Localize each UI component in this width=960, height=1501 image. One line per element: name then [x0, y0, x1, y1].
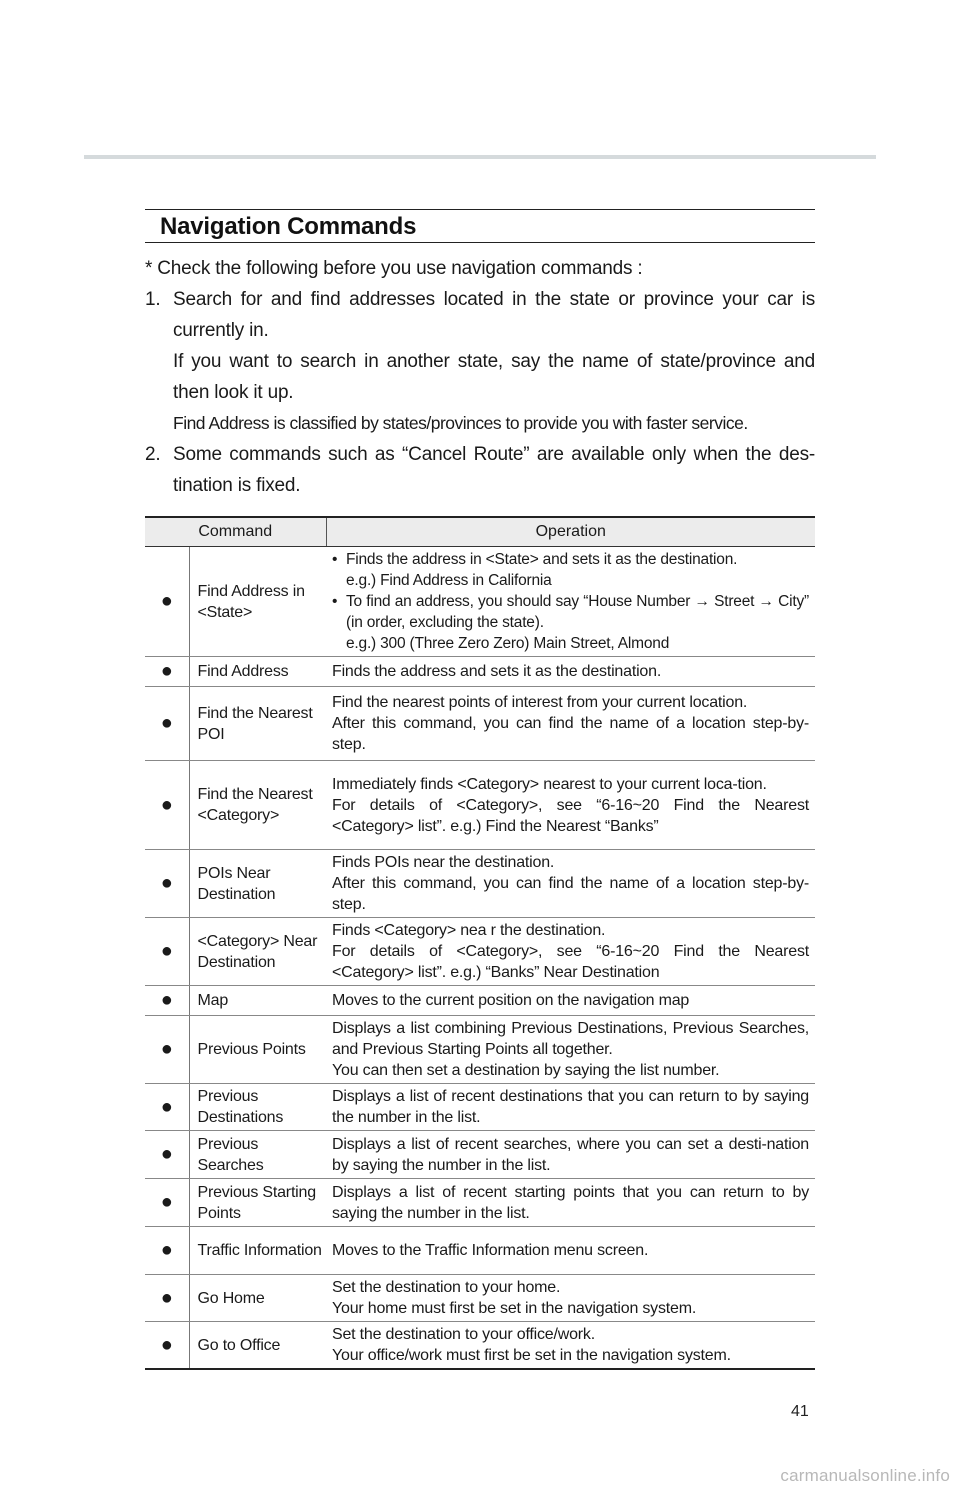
operation-line: Moves to the current position on the navigation map: [332, 992, 690, 1009]
command-operation: [326, 1084, 815, 1131]
section-title: Navigation Commands: [160, 213, 417, 240]
operation-column-header: Operation: [326, 517, 815, 547]
command-operation: [326, 918, 815, 986]
table-row: [145, 918, 815, 986]
command-name: Go Home: [189, 1275, 326, 1322]
table-row: [145, 657, 815, 687]
bullet-dot-icon: ●: [145, 1227, 189, 1275]
operation-line: You can then set a destination by saying the list number.: [332, 1062, 720, 1079]
operation-line: After this command, you can find the name of a location step-by-step.: [332, 875, 809, 913]
command-operation: [326, 1016, 815, 1084]
operation-line: For details of <Category>, see “6-16~20 Find the Nearest <Category> list”. e.g.) “Banks” Near Destination: [332, 943, 809, 981]
intro-note: * Check the following before you use navigation commands :: [145, 258, 643, 279]
commands-table: [145, 516, 815, 1370]
command-operation: [326, 1227, 815, 1275]
operation-line: Displays a list of recent destinations that you can return to by saying the number in the list.: [332, 1088, 809, 1126]
operation-line: Finds <Category> nea r the destination.: [332, 922, 606, 939]
operation-bullet: [332, 591, 809, 633]
bullet-dot-icon: ●: [145, 850, 189, 918]
bullet-dot-icon: ●: [145, 1131, 189, 1179]
bullet-dot-icon: ●: [145, 1179, 189, 1227]
bullet-dot-icon: ●: [145, 687, 189, 761]
operation-line: Your home must first be set in the navigation system.: [332, 1300, 697, 1317]
bullet-text: Finds the address in <State> and sets it as the destination.: [346, 551, 738, 568]
command-name: Previous Searches: [189, 1131, 326, 1179]
command-operation: [326, 1131, 815, 1179]
bullet-dot-icon: ●: [145, 1275, 189, 1322]
table-row: [145, 761, 815, 850]
table-row: [145, 986, 815, 1016]
table-row: [145, 547, 815, 657]
operation-line: Displays a list of recent searches, where you can set a desti-nation by saying the number in the list.: [332, 1135, 809, 1174]
intro-item-2: [145, 439, 815, 501]
watermark: carmanualsonline.info: [780, 1466, 950, 1485]
command-operation: [326, 761, 815, 850]
command-name: Find the Nearest POI: [189, 687, 326, 761]
operation-line: Find the nearest points of interest from your current location.: [332, 694, 748, 711]
table-row: [145, 1227, 815, 1275]
operation-line: Displays a list combining Previous Destinations, Previous Searches, and Previous Starting Points all together.: [332, 1020, 809, 1058]
table-row: [145, 687, 815, 761]
command-operation: [326, 850, 815, 918]
section-rule-bottom: [145, 242, 815, 243]
item-number: 2.: [145, 444, 161, 465]
section-rule-top: [145, 209, 815, 210]
command-name: Find the Nearest <Category>: [189, 761, 326, 850]
page-number: 41: [791, 1403, 809, 1420]
operation-line: Your office/work must first be set in the navigation system.: [332, 1347, 731, 1364]
operation-line: Finds POIs near the destination.: [332, 854, 555, 871]
bullet-dot-icon: ●: [145, 547, 189, 657]
bullet-example: e.g.) Find Address in California: [346, 572, 552, 589]
command-operation: [326, 1179, 815, 1227]
table-body: [145, 547, 815, 1370]
bullet-dot-icon: ●: [145, 1322, 189, 1370]
bullet-example: e.g.) 300 (Three Zero Zero) Main Street, Almond: [346, 635, 670, 652]
table-row: [145, 1016, 815, 1084]
intro-item-1-para-3: Find Address is classified by states/provinces to provide you with faster service.: [173, 413, 748, 433]
command-operation: [326, 687, 815, 761]
command-name: Previous Points: [189, 1016, 326, 1084]
operation-line: For details of <Category>, see “6-16~20 Find the Nearest <Category> list”. e.g.) Find the Nearest “Banks”: [332, 796, 809, 835]
command-column-header: Command: [145, 517, 326, 547]
command-name: Traffic Information: [189, 1227, 326, 1275]
operation-line: After this command, you can find the name of a location step-by-step.: [332, 715, 809, 753]
command-operation: [326, 1275, 815, 1322]
bullet-dot-icon: ●: [145, 761, 189, 850]
operation-bullet: [332, 549, 809, 570]
bullet-dot-icon: ●: [145, 918, 189, 986]
command-name: Previous Destinations: [189, 1084, 326, 1131]
operation-line: Set the destination to your home.: [332, 1279, 561, 1296]
command-name: Find Address: [189, 657, 326, 687]
bullet-mark-icon: •: [332, 551, 338, 568]
bullet-dot-icon: ●: [145, 986, 189, 1016]
command-name: Map: [189, 986, 326, 1016]
intro-item-1: [145, 284, 815, 346]
operation-line: Immediately finds <Category> nearest to your current loca-tion.: [332, 775, 767, 793]
command-name: Go to Office: [189, 1322, 326, 1370]
operation-line: Set the destination to your office/work.: [332, 1326, 595, 1343]
table-row: [145, 1275, 815, 1322]
item-text: Some commands such as “Cancel Route” are available only when the des-tination is fixed.: [173, 444, 815, 496]
intro-block: [145, 253, 815, 501]
table-row: [145, 850, 815, 918]
command-operation: [326, 547, 815, 657]
table-row: [145, 1084, 815, 1131]
table-header-row: [145, 517, 815, 547]
item-number: 1.: [145, 289, 161, 310]
item-text: Search for and find addresses located in the state or province your car is currently in.: [173, 289, 815, 341]
table-row: [145, 1179, 815, 1227]
command-operation: [326, 986, 815, 1016]
operation-line: Displays a list of recent starting points that you can return to by saying the number in the list.: [332, 1183, 809, 1222]
bullet-dot-icon: ●: [145, 657, 189, 687]
bullet-text: To find an address, you should say “House Number → Street → City” (in order, excluding the state).: [346, 593, 809, 631]
command-name: POIs Near Destination: [189, 850, 326, 918]
table-row: [145, 1322, 815, 1370]
command-name: Previous Starting Points: [189, 1179, 326, 1227]
command-name: <Category> Near Destination: [189, 918, 326, 986]
header-rule: [84, 155, 876, 159]
command-operation: [326, 1322, 815, 1370]
bullet-dot-icon: ●: [145, 1016, 189, 1084]
bullet-mark-icon: •: [332, 593, 338, 610]
operation-line: Moves to the Traffic Information menu screen.: [332, 1242, 649, 1259]
table-row: [145, 1131, 815, 1179]
command-name: Find Address in <State>: [189, 547, 326, 657]
bullet-dot-icon: ●: [145, 1084, 189, 1131]
intro-item-1-para-2: If you want to search in another state, say the name of state/province and then look it up.: [173, 351, 815, 403]
command-operation: [326, 657, 815, 687]
operation-line: Finds the address and sets it as the destination.: [332, 663, 662, 680]
